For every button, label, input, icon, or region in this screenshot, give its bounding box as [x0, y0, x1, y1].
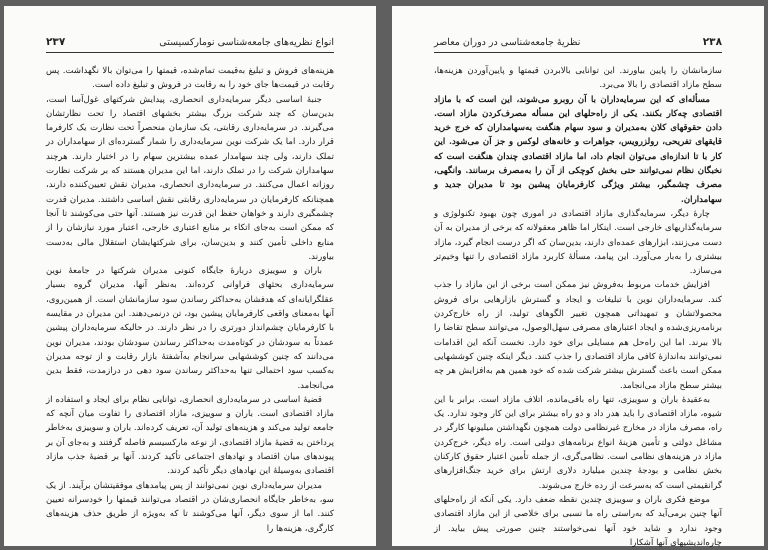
paragraph: مدیران سرمایه‌داری نوین نمی‌توانند از پس پیامدهای موفقیتشان برآیند. از یک سو، به‌خاطر جایگاه انحصاری‌شان در اقتصاد می‌توانند قیمتها را خودسرانه تعیین کنند. اما از سوی دیگر، آنها می‌کوشند تا که به‌ویژه از طریق حذف هزینه‌های کارگری، هزینه‌ها را: [46, 480, 334, 534]
page-body: [46, 64, 334, 538]
paragraph: افزایش خدمات مربوط به‌فروش نیز ممکن است برخی از این مازاد را جذب کند. سرمایه‌داران نوین با تبلیغات و ایجاد و گسترش بازارهایی برای فروش محصولاتشان و تمهیداتی همچون تغییر الگوهای تولید، از راه خارج‌کردن برنامه‌ریزی‌شده و ایجاد اعتبارهای مصرفی سهل‌الوصول، می‌توانند سطح تقاضا را بالا ببرند. اما این راه‌حل هم مسایلی برای خود دارد. نخست آنکه این اقدامات نمی‌توانند به‌اندازهٔ کافی مازاد اقتصادی را جذب کنند. دیگر اینکه چنین کوششهایی ممکن است باعث گسترش بیشتر شرکت شده که خود همین هم به‌افزایش هر چه بیشتر سطح مازاد می‌انجامد.: [434, 280, 722, 391]
left-page: [4, 6, 376, 546]
paragraph: سازمانشان را پایین بیاورند. این توانایی بالابردن قیمتها و پایین‌آوردن هزینه‌ها، سطح مازاد اقتصادی را بالا می‌برد.: [434, 66, 722, 91]
running-head: انواع نظریه‌های جامعه‌شناسی نومارکسیستی: [159, 37, 334, 48]
page-number: ۲۳۷: [46, 36, 66, 48]
paragraph: جنبهٔ اساسی دیگر سرمایه‌داری انحصاری، پیدایش شرکتهای غول‌آسا است، بدین‌سان که چند شرکت بزرگ بیشتر بخشهای اقتصاد را تحت نظارتشان می‌گیرند. در سرمایه‌داری رقابتی، یک سازمان منحصراً تحت نظارت یک کارفرما قرار دارد. اما یک شرکت نوین سرمایه‌داری را شمار گسترده‌ای از سهامداران در تملک دارند، ولی چند سهامدار عمده بیشترین سهام را در اختیار دارند. هرچند سهامداران شرکت را در تملک دارند، اما این مدیران هستند که بر شرکت نظارت روزانه اعمال می‌کنند. در سرمایه‌داری انحصاری، مدیران نقش تعیین‌کننده دارند، همچنانکه کارفرمایان در سرمایه‌داری رقابتی نقش اساسی داشتند. مدیران قدرت چشمگیری دارند و خواهان حفظ این قدرت نیز هستند. آنها حتی می‌کوشند تا آنجا که ممکن است به‌جای اتکاء بر منابع اعتباری خارجی، اعتبار مورد نیازشان را از منابع داخلی تأمین کنند و بدین‌سان، برای شرکتهایشان استقلال مالی به‌دست بیاورند.: [46, 94, 334, 262]
paragraph: باران و سوییزی دربارهٔ جایگاه کنونی مدیران شرکتها در جامعهٔ نوین سرمایه‌داری بحثهای فراوانی کرده‌اند. به‌نظر آنها، مدیران گروه بسیار عقلگرایانه‌ای که هدفشان به‌حداکثر رساندن سود سازمانشان است. از همین‌روی، آنها به‌معنای واقعی کارفرمایان پیشین بود، تن درنمی‌دهند. این مدیران در مقایسه با کارفرمایان چشم‌انداز دورتری را در نظر دارند. در حالیکه سرمایه‌داران پیشین عمدتاً به سودشان در کوتاه‌مدت به‌حداکثر رساندن سودشان بودند، مدیران نوین می‌دانند که چنین کوششهایی سرانجام به‌آشفتهٔ بازار رقابت و از توجه مدیران به‌کسب سود احتمالی تنها به‌حداکثر رساندن سود دهی در درازمدت، فقط بدین می‌انجامد.: [46, 266, 334, 391]
page-header: [46, 36, 334, 53]
paragraph: قضیهٔ اساسی در سرمایه‌داری انحصاری، توانایی نظام برای ایجاد و استفاده از مازاد اقتصادی است. باران و سوییزی، مازاد اقتصادی را تفاوت میان آنچه که جامعه تولید می‌کند و هزینه‌های تولید آن، تعریف کرده‌اند. باران و سوییزی به‌خاطر پرداختن به قضیهٔ مازاد اقتصادی، از نوعه مارکسیسم فاصله گرفتند و به‌جای آن بر پیوندهای میان اقتصاد و نهادهای اجتماعی تأکید کردند. آنها بر قضیهٔ جذب مازاد اقتصادی به‌وسیلهٔ این نهادهای دیگر تأکید کردند.: [46, 394, 334, 477]
page-body: [434, 64, 722, 548]
page-header: [434, 36, 722, 53]
paragraph: مسأله‌ای که این سرمایه‌داران با آن روبرو می‌شوند، این است که با مازاد اقتصادی چه‌کار بکنند. یکی از راه‌حلهای این مسأله مصرف‌کردن مازاد است. دادن حقوقهای کلان به‌مدیران و سود سهام هنگفت به‌سهامداران که خرج خرید قایقهای تفریحی، رولزرویس، جواهرات و خانه‌های لوکس و جز آن می‌شود. این کار با تا اندازه‌ای می‌توان انجام داد، اما مازاد اقتصادی چندان هنگفت است که نخبگان نظام نمی‌توانند حتی بخش کوچکی از آن را به‌مصرف برسانند. وانگهی، مصرف چشمگیر، بیشتر ویژگی کارفرمایان پیشین بود تا مدیران جدید و سهامداران.: [434, 94, 722, 205]
paragraph: چارهٔ دیگر، سرمایه‌گذاری مازاد اقتصادی در اموری چون بهبود تکنولوژی و سرمایه‌گذاریهای خارجی است. اینکار اما ظاهر معقولانه که برخی از مدیران به آن دست می‌زنند، ابزارهای عمده‌ای دارند، بدین‌سان که اگر درست انجام گیرد، مازاد بیشتری را به‌بار می‌آورد. این پیامد، مسألهٔ کاربرد مازاد اقتصادی را تنها وخیم‌تر می‌سازد.: [434, 208, 722, 277]
paragraph: هزینه‌های فروش و تبلیغ به‌قیمت تمام‌شده، قیمتها را می‌توان بالا نگهداشت. پس رقابت در قیمت‌ها جای خود را به رقابت در فروش و تبلیغ داده است.: [46, 66, 334, 91]
paragraph: موضع فکری باران و سوییزی چندین نقطه ضعف دارد. یکی آنکه از راه‌حلهای آنها چنین برمی‌آید که به‌راستی راه ما نسبی برای خلاصی از این مازاد اقتصادی وجود ندارد و شاید خود آنها نمی‌خواستند چنین صورتی پیش بیاید. از چاره‌اندیشیهای آنها آشکارا: [434, 494, 722, 548]
right-page: [392, 6, 764, 546]
page-number: ۲۳۸: [702, 36, 722, 48]
running-head: نظریهٔ جامعه‌شناسی در دوران معاصر: [434, 37, 581, 48]
paragraph: به‌عقیدهٔ باران و سوییزی، تنها راه باقی‌مانده، اتلاف مازاد است. برابر با این شیوه، مازاد اقتصادی را باید هدر داد و دو راه بیشتر برای این کار وجود ندارد. یک راه، مصرف مازاد در مخارج غیرنظامی دولت همچون نگهداشتن میلیونها کارگر در مشاغل دولتی و تأمین هزینهٔ انواع برنامه‌های دولتی است. راه دیگر، خرج‌کردن مازاد در هزینه‌های نظامی است. نظامی‌گری، از جمله تأمین اعتبار حقوق کارکنان بخش نظامی و بودجهٔ چندین میلیارد دلاری ارتش برای خرید جنگ‌افزارهای گرانقیمتی است که به‌سرعت از رده خارج می‌شوند.: [434, 394, 722, 491]
